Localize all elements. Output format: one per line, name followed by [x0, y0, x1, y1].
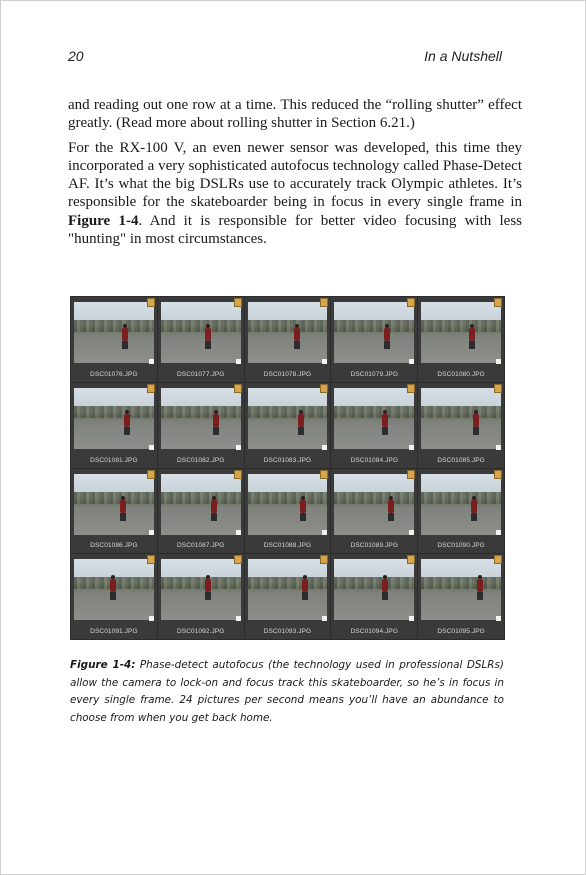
thumbnail-cell[interactable]: [418, 383, 504, 468]
thumbnail-image: [421, 559, 501, 620]
thumbnail-image: [74, 388, 154, 449]
thumbnail-image: [421, 474, 501, 535]
background-trees: [334, 406, 414, 418]
background-trees: [74, 320, 154, 332]
background-trees: [161, 320, 241, 332]
select-checkbox-icon[interactable]: [409, 530, 414, 535]
thumbnail-image: [248, 559, 328, 620]
file-badge-icon: [407, 470, 415, 479]
file-badge-icon: [234, 298, 242, 307]
thumbnail-cell[interactable]: [331, 469, 417, 554]
thumbnail-filename: DSC01086.JPG: [90, 542, 138, 550]
thumbnail-image: [334, 302, 414, 363]
thumbnail-filename: DSC01093.JPG: [263, 628, 312, 635]
thumbnail-filename: DSC01085.JPG: [437, 456, 485, 464]
select-checkbox-icon[interactable]: [149, 530, 154, 535]
thumbnail-filename: DSC01087.JPG: [176, 542, 225, 550]
thumbnail-cell[interactable]: [158, 297, 244, 382]
select-checkbox-icon[interactable]: [322, 445, 327, 450]
background-trees: [421, 406, 501, 418]
skateboarder-figure: [124, 414, 130, 427]
thumbnail-cell[interactable]: [245, 554, 331, 639]
background-trees: [334, 492, 414, 504]
thumbnail-image: [161, 474, 241, 535]
select-checkbox-icon[interactable]: [149, 616, 154, 621]
file-badge-icon: [407, 298, 415, 307]
file-badge-icon: [234, 555, 242, 564]
thumbnail-image: [161, 388, 241, 449]
select-checkbox-icon[interactable]: [149, 359, 154, 364]
skateboarder-figure: [122, 328, 128, 341]
skateboarder-figure: [300, 500, 306, 513]
select-checkbox-icon[interactable]: [409, 445, 414, 450]
thumbnail-filename: DSC01088.JPG: [263, 542, 312, 550]
paragraph-2: [68, 139, 522, 248]
background-trees: [421, 320, 501, 332]
thumbnail-filename: DSC01095.JPG: [437, 628, 485, 635]
thumbnail-image: [248, 302, 328, 363]
skateboarder-figure: [110, 579, 116, 592]
thumbnail-cell[interactable]: [71, 383, 157, 468]
thumbnail-cell[interactable]: [71, 297, 157, 382]
thumbnail-filename: DSC01094.JPG: [350, 628, 399, 635]
thumbnail-filename: DSC01080.JPG: [437, 370, 485, 378]
skateboarder-figure: [382, 414, 388, 427]
skateboarder-figure: [477, 579, 483, 592]
thumbnail-grid: [70, 296, 505, 640]
caption-label: Figure 1-4:: [70, 659, 136, 671]
thumbnail-image: [421, 302, 501, 363]
select-checkbox-icon[interactable]: [236, 359, 241, 364]
thumbnail-cell[interactable]: [71, 469, 157, 554]
thumbnail-image: [161, 559, 241, 620]
skateboarder-figure: [213, 414, 219, 427]
thumbnail-filename: DSC01076.JPG: [90, 370, 138, 378]
thumbnail-filename: DSC01078.JPG: [263, 370, 312, 378]
select-checkbox-icon[interactable]: [236, 445, 241, 450]
file-badge-icon: [147, 298, 155, 307]
select-checkbox-icon[interactable]: [409, 616, 414, 621]
thumbnail-cell[interactable]: [418, 297, 504, 382]
background-trees: [161, 406, 241, 418]
thumbnail-image: [74, 302, 154, 363]
skateboarder-figure: [469, 328, 475, 341]
skateboarder-figure: [384, 328, 390, 341]
thumbnail-cell[interactable]: [331, 383, 417, 468]
body-text: [68, 96, 522, 255]
select-checkbox-icon[interactable]: [496, 530, 501, 535]
file-badge-icon: [147, 555, 155, 564]
background-trees: [248, 320, 328, 332]
thumbnail-filename: DSC01079.JPG: [350, 370, 399, 378]
background-trees: [248, 577, 328, 589]
select-checkbox-icon[interactable]: [149, 445, 154, 450]
thumbnail-filename: DSC01081.JPG: [90, 456, 138, 464]
paragraph-2-text-b: . And it is responsible for better video focusing with less "hunting" in most circumstances.: [68, 212, 522, 247]
thumbnail-filename: DSC01091.JPG: [90, 628, 138, 635]
running-header: [68, 48, 502, 68]
thumbnail-image: [74, 559, 154, 620]
select-checkbox-icon[interactable]: [496, 616, 501, 621]
skateboarder-figure: [294, 328, 300, 341]
skateboarder-figure: [298, 414, 304, 427]
figure-reference: Figure 1-4: [68, 212, 139, 229]
select-checkbox-icon[interactable]: [322, 616, 327, 621]
select-checkbox-icon[interactable]: [496, 359, 501, 364]
thumbnail-image: [248, 388, 328, 449]
select-checkbox-icon[interactable]: [322, 530, 327, 535]
file-badge-icon: [494, 298, 502, 307]
paragraph-2-text-a: For the RX-100 V, an even newer sensor was developed, this time they incorporated a very sophisticated autofocus technology called Phase-Detect AF. It’s what the big DSLRs use to accurately track Olympic athletes. It’s responsible for the skateboarder being in focus in every single frame in: [68, 140, 522, 211]
thumbnail-cell[interactable]: [245, 383, 331, 468]
select-checkbox-icon[interactable]: [322, 359, 327, 364]
thumbnail-cell[interactable]: [418, 469, 504, 554]
file-badge-icon: [320, 384, 328, 393]
thumbnail-filename: DSC01090.JPG: [437, 542, 485, 550]
caption-text: Phase-detect autofocus (the technology used in professional DSLRs) allow the camera to lock-on and focus track this skateboarder, so he’s in focus in every single frame. 24 pictures per second means you’ll have an abundance to choose from when you get back home.: [70, 659, 504, 724]
background-trees: [248, 492, 328, 504]
thumbnail-cell[interactable]: [418, 554, 504, 639]
thumbnail-cell[interactable]: [245, 469, 331, 554]
select-checkbox-icon[interactable]: [409, 359, 414, 364]
thumbnail-filename: DSC01077.JPG: [176, 370, 225, 378]
skateboarder-figure: [388, 500, 394, 513]
file-badge-icon: [147, 384, 155, 393]
thumbnail-image: [334, 474, 414, 535]
file-badge-icon: [494, 470, 502, 479]
thumbnail-cell[interactable]: [158, 383, 244, 468]
paragraph-1: and reading out one row at a time. This reduced the “rolling shutter” effect greatly. (Read more about rolling shutter in Section 6.21.): [68, 97, 522, 132]
background-trees: [74, 406, 154, 418]
skateboarder-figure: [471, 500, 477, 513]
skateboarder-figure: [473, 414, 479, 427]
skateboarder-figure: [382, 579, 388, 592]
skateboarder-figure: [205, 328, 211, 341]
thumbnail-image: [334, 388, 414, 449]
file-badge-icon: [234, 470, 242, 479]
background-trees: [161, 492, 241, 504]
thumbnail-cell[interactable]: [158, 554, 244, 639]
skateboarder-figure: [205, 579, 211, 592]
thumbnail-image: [74, 474, 154, 535]
thumbnail-image: [421, 388, 501, 449]
background-trees: [334, 320, 414, 332]
select-checkbox-icon[interactable]: [496, 445, 501, 450]
background-trees: [421, 577, 501, 589]
thumbnail-cell[interactable]: [158, 469, 244, 554]
thumbnail-cell[interactable]: [331, 297, 417, 382]
select-checkbox-icon[interactable]: [236, 616, 241, 621]
skateboarder-figure: [120, 500, 126, 513]
file-badge-icon: [320, 555, 328, 564]
thumbnail-filename: DSC01083.JPG: [263, 456, 312, 464]
file-badge-icon: [407, 384, 415, 393]
file-badge-icon: [147, 470, 155, 479]
file-badge-icon: [234, 384, 242, 393]
page-number: 20: [68, 48, 84, 64]
thumbnail-filename: DSC01082.JPG: [176, 456, 225, 464]
figure-caption: [70, 657, 504, 727]
thumbnail-image: [161, 302, 241, 363]
thumbnail-filename: DSC01089.JPG: [350, 542, 399, 550]
running-title: In a Nutshell: [424, 48, 502, 64]
thumbnail-image: [334, 559, 414, 620]
file-badge-icon: [320, 298, 328, 307]
thumbnail-filename: DSC01084.JPG: [350, 456, 399, 464]
select-checkbox-icon[interactable]: [236, 530, 241, 535]
thumbnail-filename: DSC01092.JPG: [176, 628, 225, 635]
file-badge-icon: [407, 555, 415, 564]
thumbnail-cell[interactable]: [331, 554, 417, 639]
file-badge-icon: [494, 384, 502, 393]
skateboarder-figure: [211, 500, 217, 513]
background-trees: [161, 577, 241, 589]
thumbnail-cell[interactable]: [71, 554, 157, 639]
background-trees: [74, 492, 154, 504]
thumbnail-cell[interactable]: [245, 297, 331, 382]
background-trees: [421, 492, 501, 504]
skateboarder-figure: [302, 579, 308, 592]
file-badge-icon: [494, 555, 502, 564]
thumbnail-image: [248, 474, 328, 535]
background-trees: [334, 577, 414, 589]
background-trees: [248, 406, 328, 418]
file-badge-icon: [320, 470, 328, 479]
